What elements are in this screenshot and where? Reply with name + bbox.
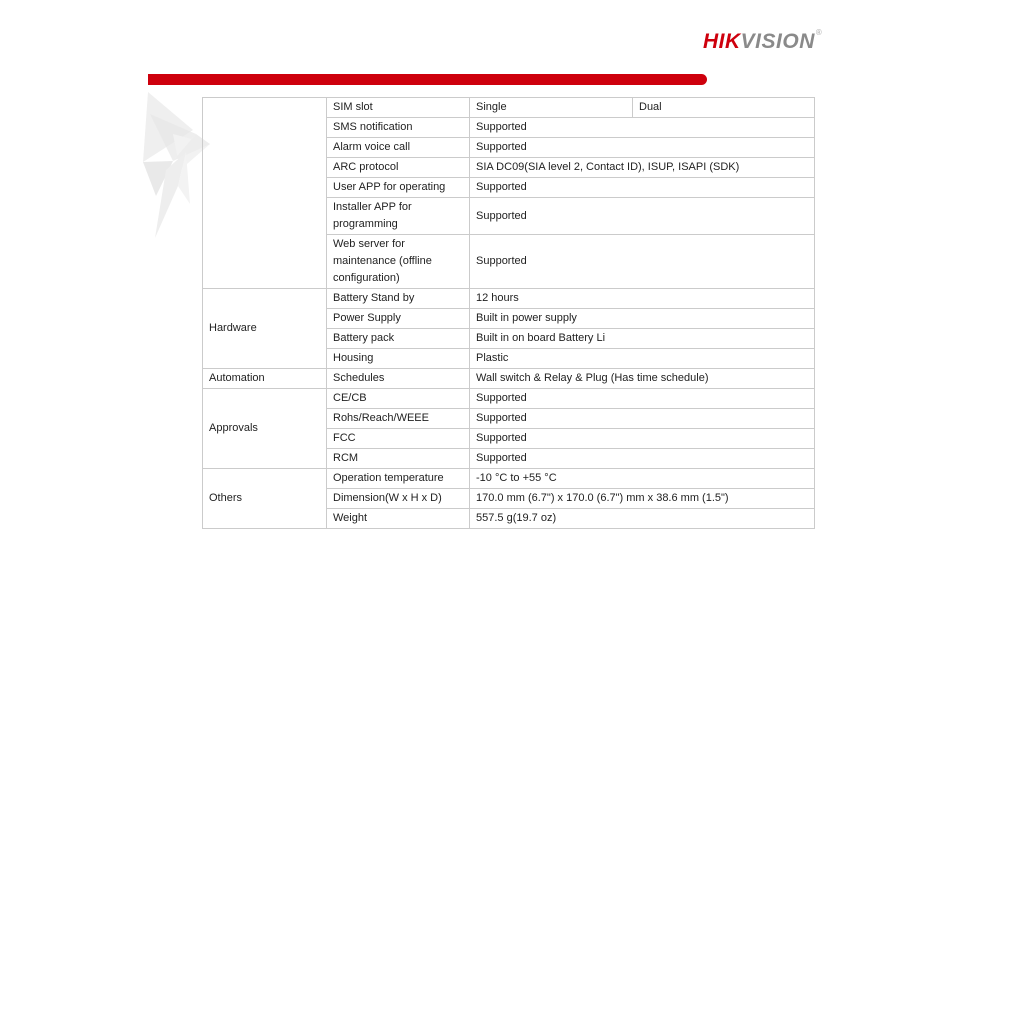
spec-label-cell: FCC [327,429,470,449]
spec-label-cell: SIM slot [327,98,470,118]
spec-label-cell: Rohs/Reach/WEEE [327,409,470,429]
spec-value-cell: Supported [470,389,815,409]
spec-value-cell: Wall switch & Relay & Plug (Has time schedule) [470,369,815,389]
category-cell: Others [203,469,327,529]
spec-value-cell: Supported [470,198,815,235]
spec-value-cell: Built in power supply [470,309,815,329]
spec-label-cell: SMS notification [327,118,470,138]
spec-label-cell: Operation temperature [327,469,470,489]
table-row [203,98,815,118]
spec-value-cell: SIA DC09(SIA level 2, Contact ID), ISUP, ISAPI (SDK) [470,158,815,178]
spec-label-cell: Battery Stand by [327,289,470,309]
spec-label-cell: Power Supply [327,309,470,329]
spec-value-cell: 170.0 mm (6.7") x 170.0 (6.7") mm x 38.6 mm (1.5") [470,489,815,509]
logo-vision-text: VISION [740,30,815,53]
registered-trademark-symbol: ® [815,28,823,37]
spec-label-cell: Dimension(W x H x D) [327,489,470,509]
spec-label-cell: RCM [327,449,470,469]
spec-label-cell: ARC protocol [327,158,470,178]
spec-value-cell: Supported [470,178,815,198]
spec-value-cell: Supported [470,449,815,469]
spec-label-cell: Weight [327,509,470,529]
spec-value-cell: Supported [470,409,815,429]
spec-value-cell: Supported [470,429,815,449]
spec-label-cell: Alarm voice call [327,138,470,158]
category-cell: Approvals [203,389,327,469]
hikvision-logo [703,30,821,54]
table-row [203,289,815,309]
logo-hik-text: HIK [703,30,741,53]
spec-value-cell: Supported [470,118,815,138]
spec-label-cell: Web server for maintenance (offline configuration) [327,235,470,289]
spec-label-cell: CE/CB [327,389,470,409]
spec-value-cell: Single [470,98,633,118]
spec-label-cell: Schedules [327,369,470,389]
spec-label-cell: Installer APP for programming [327,198,470,235]
spec-label-cell: User APP for operating [327,178,470,198]
spec-value-cell: Supported [470,235,815,289]
spec-table-container [202,97,814,529]
category-cell: Hardware [203,289,327,369]
spec-value-cell: 12 hours [470,289,815,309]
spec-value-cell: -10 °C to +55 °C [470,469,815,489]
spec-label-cell: Battery pack [327,329,470,349]
spec-value-cell: Built in on board Battery Li [470,329,815,349]
spec-value-cell: Supported [470,138,815,158]
spec-value-cell: Plastic [470,349,815,369]
spec-table [202,97,815,529]
category-cell [203,98,327,289]
spec-value-cell: 557.5 g(19.7 oz) [470,509,815,529]
table-row [203,389,815,409]
spec-label-cell: Housing [327,349,470,369]
table-row [203,369,815,389]
spec-value-cell: Dual [633,98,815,118]
table-row [203,469,815,489]
category-cell: Automation [203,369,327,389]
accent-bar [148,74,707,85]
